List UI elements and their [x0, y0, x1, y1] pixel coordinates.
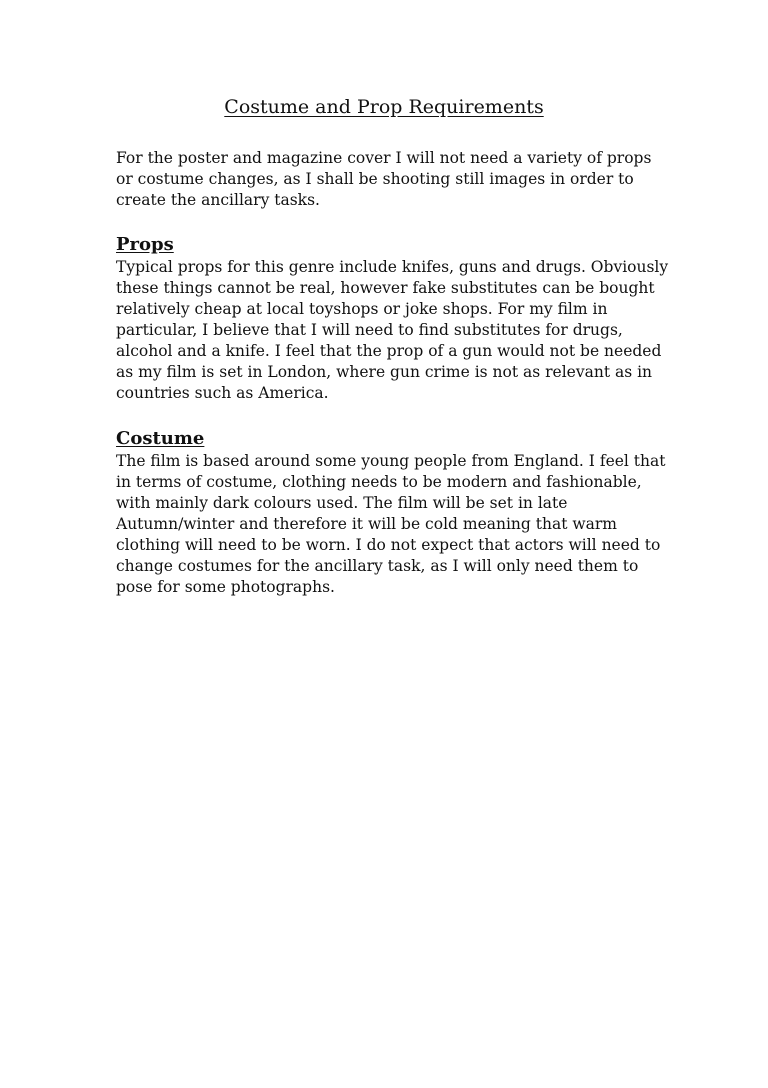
costume-heading: Costume [116, 428, 205, 449]
intro-paragraph [116, 148, 661, 211]
costume-paragraph [116, 451, 666, 598]
props-line: these things cannot be real, however fake substitutes can be bought [116, 279, 655, 297]
costume-line: in terms of costume, clothing needs to be modern and fashionable, [116, 473, 642, 491]
costume-line: with mainly dark colours used. The film will be set in late [116, 494, 568, 512]
costume-line: change costumes for the ancillary task, as I will only need them to [116, 557, 639, 575]
props-line: alcohol and a knife. I feel that the prop of a gun would not be needed [116, 342, 662, 360]
props-line: countries such as America. [116, 384, 329, 402]
costume-line: Autumn/winter and therefore it will be cold meaning that warm [116, 515, 617, 533]
intro-line: create the ancillary tasks. [116, 191, 320, 209]
page-title: Costume and Prop Requirements [224, 96, 544, 118]
intro-line: or costume changes, as I shall be shooting still images in order to [116, 170, 634, 188]
props-heading: Props [116, 234, 174, 255]
props-line: particular, I believe that I will need to find substitutes for drugs, [116, 321, 623, 339]
costume-line: clothing will need to be worn. I do not expect that actors will need to [116, 536, 661, 554]
costume-line: pose for some photographs. [116, 578, 335, 596]
props-paragraph [116, 257, 669, 404]
costume-line: The film is based around some young people from England. I feel that [116, 452, 666, 470]
intro-line: For the poster and magazine cover I will not need a variety of props [116, 149, 652, 167]
props-line: Typical props for this genre include knifes, guns and drugs. Obviously [116, 258, 669, 276]
props-line: relatively cheap at local toyshops or joke shops. For my film in [116, 300, 608, 318]
props-line: as my film is set in London, where gun crime is not as relevant as in [116, 363, 653, 381]
